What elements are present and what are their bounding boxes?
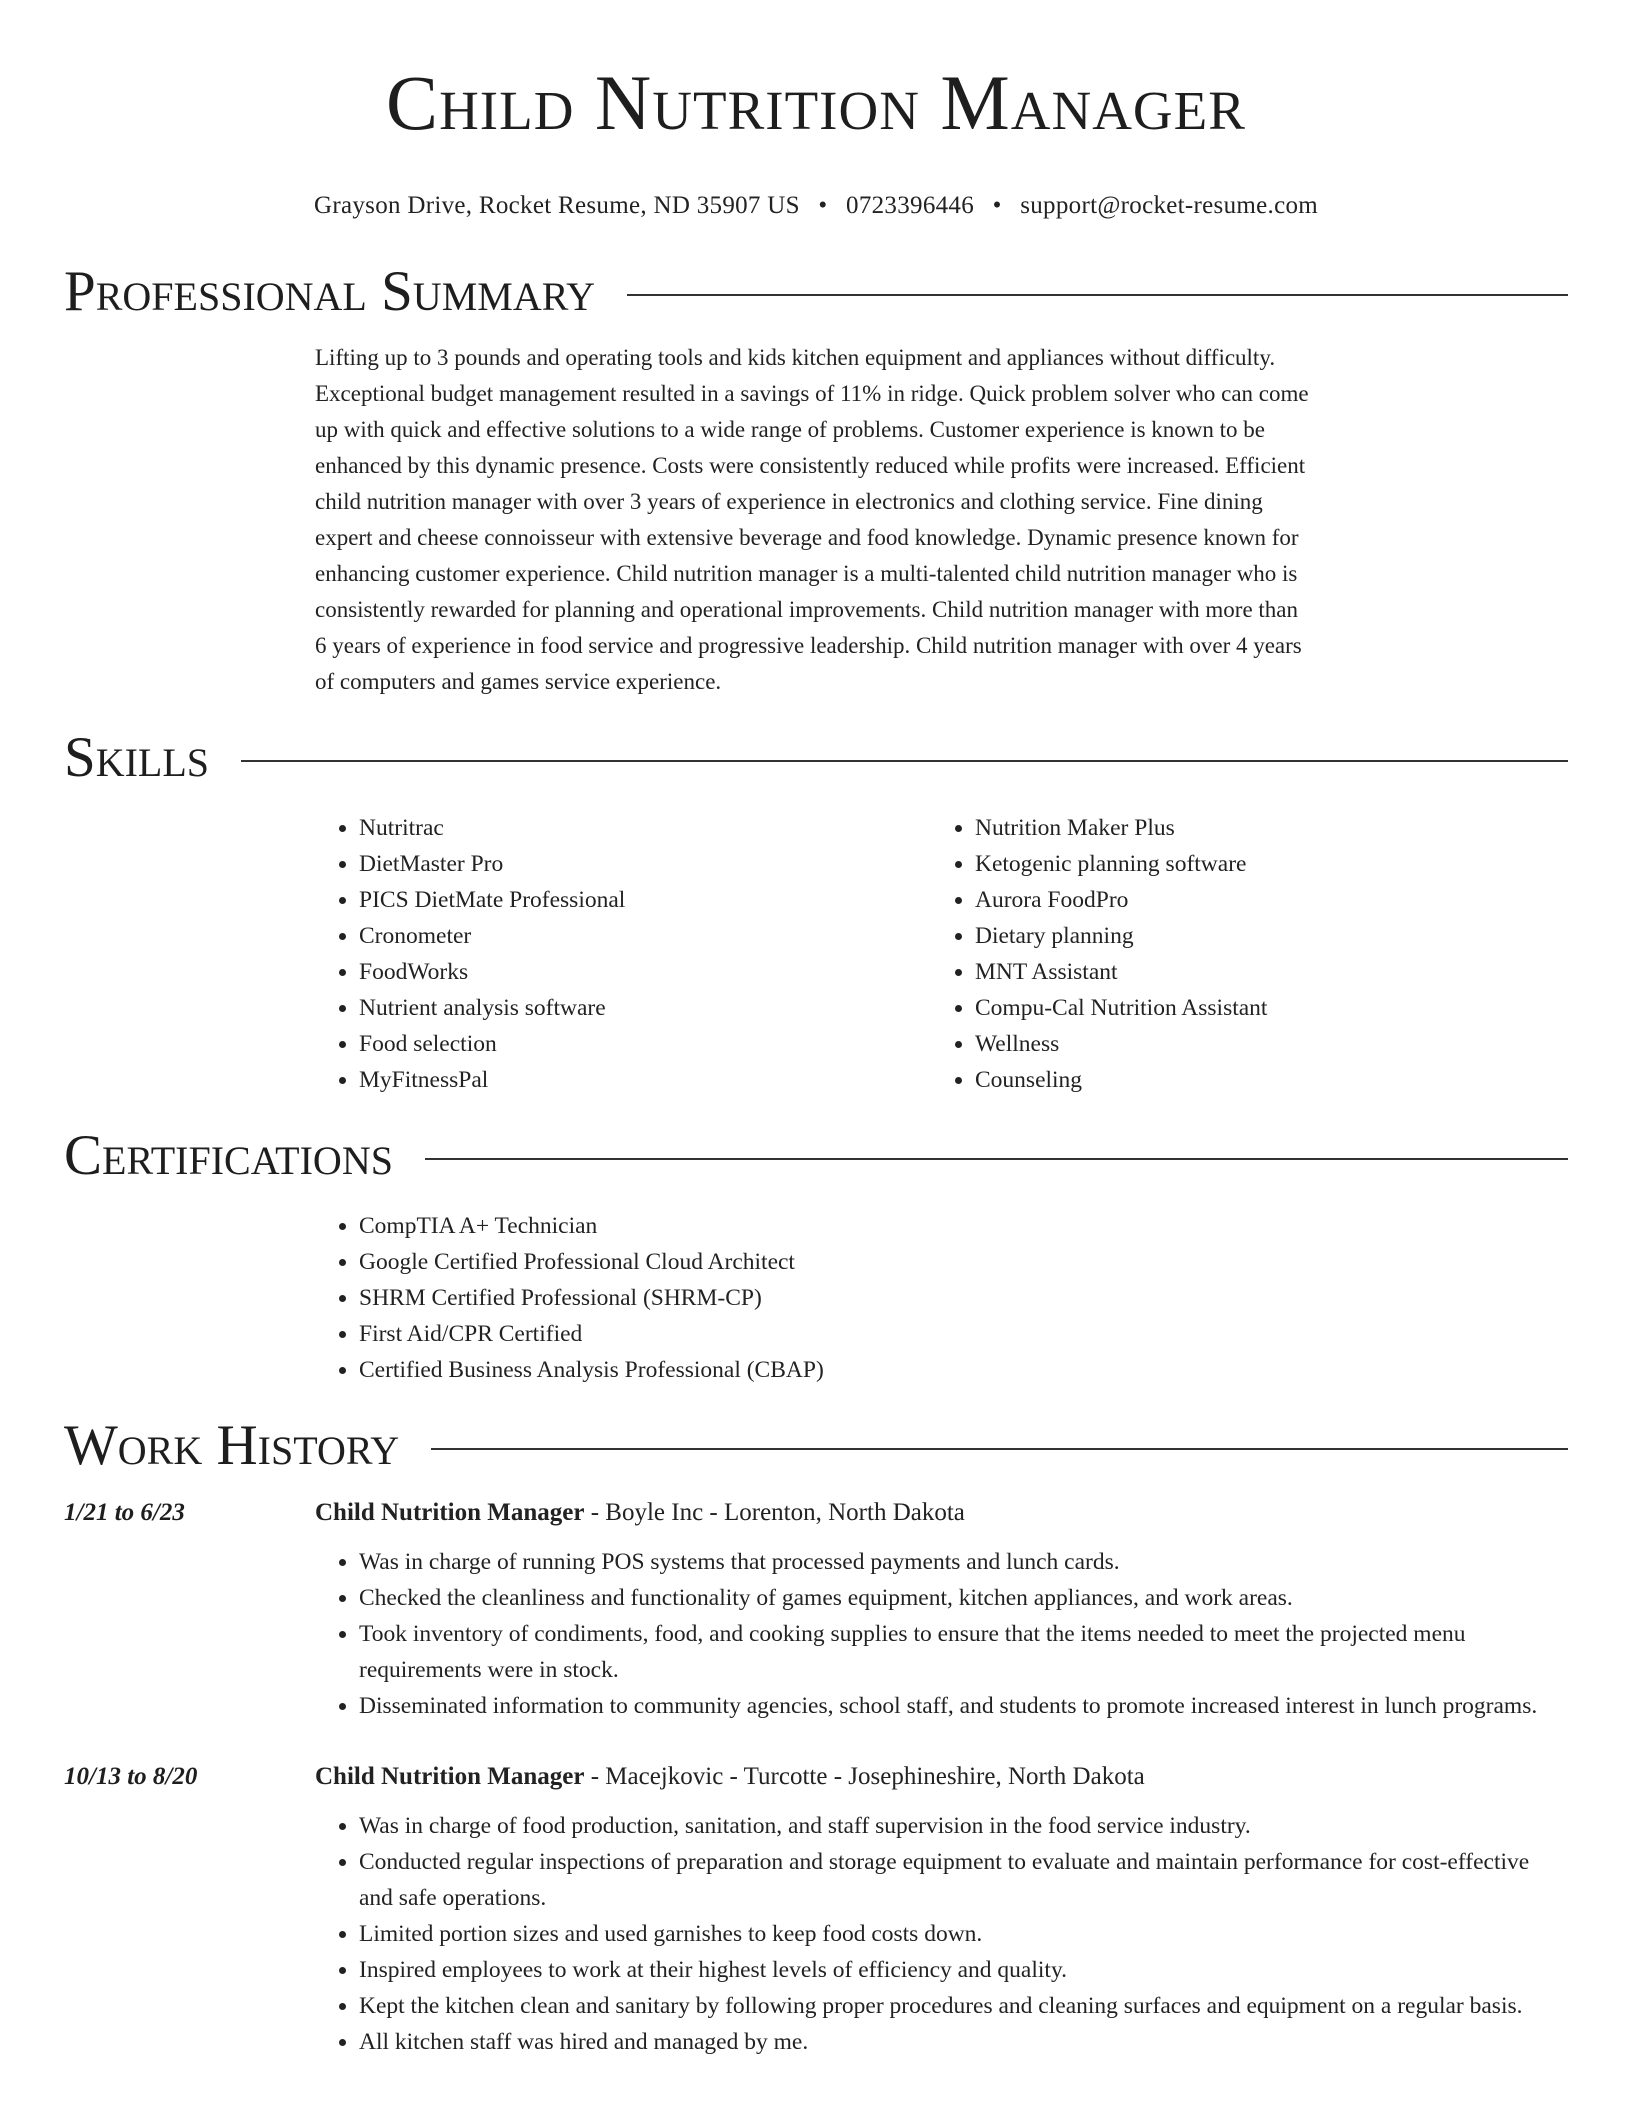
job-bullet: • Inspired employees to work at their highest levels of efficiency and quality.	[359, 1952, 1568, 1988]
skills-grid	[315, 810, 1568, 1098]
skill-item: • Aurora FoodPro	[975, 882, 1547, 918]
skill-item: • Wellness	[975, 1026, 1547, 1062]
skills-heading: Skills	[64, 726, 210, 789]
job-dates: 1/21 to 6/23	[64, 1499, 185, 1526]
section-divider	[241, 760, 1568, 762]
job-content	[315, 1494, 1568, 1724]
skill-item: • Ketogenic planning software	[975, 846, 1547, 882]
skill-item: • Counseling	[975, 1062, 1547, 1098]
skill-item: • FoodWorks	[359, 954, 931, 990]
job-details: - Macejkovic - Turcotte - Josephineshire, North Dakota	[584, 1763, 1145, 1790]
section-divider	[431, 1448, 1568, 1450]
resume-name: Child Nutrition Manager	[386, 59, 1246, 146]
contact-line	[64, 190, 1568, 222]
job-title-line	[315, 1494, 1568, 1532]
skill-item: • Nutritrac	[359, 810, 931, 846]
job-bullets	[315, 1544, 1568, 1724]
job-dates: 10/13 to 8/20	[64, 1763, 198, 1790]
section-divider	[627, 294, 1568, 296]
certification-item: • SHRM Certified Professional (SHRM-CP)	[359, 1280, 1568, 1316]
skills-section-header	[64, 728, 1568, 788]
job-bullet: • Disseminated information to community agencies, school staff, and students to promote increased interest in lunch programs.	[359, 1688, 1568, 1724]
job-details: - Boyle Inc - Lorenton, North Dakota	[584, 1499, 965, 1526]
certification-item: • Certified Business Analysis Professional (CBAP)	[359, 1352, 1568, 1388]
contact-address: Grayson Drive, Rocket Resume, ND 35907 US	[313, 192, 800, 219]
skills-section	[315, 810, 1568, 1098]
skill-item: • Food selection	[359, 1026, 931, 1062]
job-bullet: • Took inventory of condiments, food, and cooking supplies to ensure that the items needed to meet the projected menu requirements were in stock.	[359, 1616, 1568, 1688]
job-bullet: • Was in charge of running POS systems that processed payments and lunch cards.	[359, 1544, 1568, 1580]
contact-phone: 0723396446	[846, 192, 975, 219]
skill-item: • DietMaster Pro	[359, 846, 931, 882]
job-bullet: • Limited portion sizes and used garnishes to keep food costs down.	[359, 1916, 1568, 1952]
contact-separator: •	[818, 192, 828, 219]
certifications-list	[315, 1208, 1568, 1388]
certifications-section-header	[64, 1126, 1568, 1186]
summary-section-header	[64, 262, 1568, 322]
job-bullet: • Kept the kitchen clean and sanitary by following proper procedures and cleaning surfaces and equipment on a regular basis.	[359, 1988, 1568, 2024]
skill-item: • MNT Assistant	[975, 954, 1547, 990]
contact-separator: •	[992, 192, 1002, 219]
job-bullets	[315, 1808, 1568, 2060]
skill-item: • MyFitnessPal	[359, 1062, 931, 1098]
job-entry	[64, 1758, 1568, 2060]
job-entry	[64, 1494, 1568, 1724]
skill-item: • Nutrition Maker Plus	[975, 810, 1547, 846]
summary-text: Lifting up to 3 pounds and operating tools and kids kitchen equipment and appliances without difficulty. Exceptional budget management resulted in a savings of 11% in ridge. Quick problem solver who can come up with quick and effective solutions to a wide range of problems. Customer experience is known to be enhanced by this dynamic presence. Costs were consistently reduced while profits were increased. Efficient child nutrition manager with over 3 years of experience in electronics and clothing service. Fine dining expert and cheese connoisseur with extensive beverage and food knowledge. Dynamic presence known for enhancing customer experience. Child nutrition manager is a multi-talented child nutrition manager who is consistently rewarded for planning and operational improvements. Child nutrition manager with more than 6 years of experience in food service and progressive leadership. Child nutrition manager with over 4 years of computers and games service experience.	[315, 345, 1309, 694]
summary-section	[315, 340, 1568, 700]
job-title: Child Nutrition Manager	[315, 1499, 585, 1526]
skill-item: • PICS DietMate Professional	[359, 882, 931, 918]
job-bullet: • Was in charge of food production, sanitation, and staff supervision in the food service industry.	[359, 1808, 1568, 1844]
certifications-section	[315, 1208, 1568, 1388]
skill-item: • Compu-Cal Nutrition Assistant	[975, 990, 1547, 1026]
job-bullet: • All kitchen staff was hired and managed by me.	[359, 2024, 1568, 2060]
skills-list-left	[315, 810, 931, 1098]
job-title-line	[315, 1758, 1568, 1796]
skill-item: • Dietary planning	[975, 918, 1547, 954]
job-title: Child Nutrition Manager	[315, 1763, 585, 1790]
work-section-header	[64, 1416, 1568, 1476]
skill-item: • Cronometer	[359, 918, 931, 954]
skill-item: • Nutrient analysis software	[359, 990, 931, 1026]
work-heading: Work History	[64, 1414, 400, 1477]
job-bullet: • Conducted regular inspections of preparation and storage equipment to evaluate and maintain performance for cost-effective and safe operations.	[359, 1844, 1568, 1916]
certification-item: • First Aid/CPR Certified	[359, 1316, 1568, 1352]
summary-heading: Professional Summary	[64, 260, 596, 323]
skills-list-right	[931, 810, 1547, 1098]
certification-item: • Google Certified Professional Cloud Architect	[359, 1244, 1568, 1280]
section-divider	[425, 1158, 1568, 1160]
job-content	[315, 1758, 1568, 2060]
job-bullet: • Checked the cleanliness and functionality of games equipment, kitchen appliances, and work areas.	[359, 1580, 1568, 1616]
contact-email: support@rocket-resume.com	[1020, 192, 1319, 219]
certifications-heading: Certifications	[64, 1124, 393, 1187]
certification-item: • CompTIA A+ Technician	[359, 1208, 1568, 1244]
